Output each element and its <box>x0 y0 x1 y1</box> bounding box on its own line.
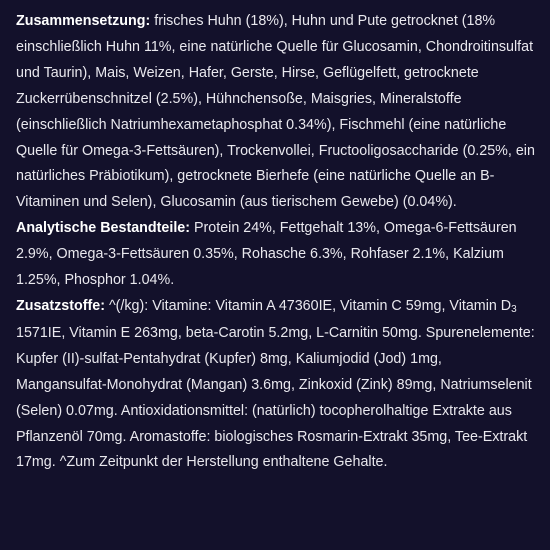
analytical-text: Protein 24%, Fettgehalt 13%, Omega-6-Fettsäuren 2.9%, Omega-3-Fettsäuren 0.35%, Rohasche 6.3%, Rohfaser 2.1%, Kalzium 1.25%, Phosphor 1.04%. <box>16 220 517 289</box>
analytical-label: Analytische Bestandteile: <box>16 220 190 237</box>
analytical-paragraph <box>16 216 536 294</box>
composition-label: Zusammensetzung: <box>16 13 151 29</box>
vitamin-d-subscript: 3 <box>511 303 517 315</box>
additives-text-part1: ^(/kg): Vitamine: Vitamin A 47360IE, Vitamin C 59mg, Vitamin D <box>104 297 512 314</box>
additives-paragraph <box>16 294 536 476</box>
additives-text-part2: 1571IE, Vitamin E 263mg, beta-Carotin 5.2mg, L-Carnitin 50mg. Spurenelemente: Kupfer (II)-sulfat-Pentahydrat (Kupfer) 8mg, Kaliumjodid (Jod) 1mg, Mangansulfat-Monohydrat (Mangan) 3.6mg, Zinkoxid (Zink) 89mg, Natriumselenit (Selen) 0.07mg. Antioxidationsmittel: (natürlich) tocopherolhaltige Extrakte aus Pflanzenöl 70mg. Aromastoffe: biologisches Rosmarin-Extrakt 35mg, Tee-Extrakt 17mg. ^Zum Zeitpunkt der Herstellung enthaltene Gehalte. <box>16 324 535 471</box>
composition-paragraph <box>16 9 536 216</box>
composition-text: frisches Huhn (18%), Huhn und Pute getrocknet (18% einschließlich Huhn 11%, eine natürliche Quelle für Glucosamin, Chondroitinsulfat und Taurin), Mais, Weizen, Hafer, Gerste, Hirse, Geflügelfett, getrocknete Zuckerrübenschnitzel (2.5%), Hühnchensoße, Maisgries, Mineralstoffe (einschließlich Natriumhexametaphosphat 0.34%), Fischmehl (eine natürliche Quelle für Omega-3-Fettsäuren), Trockenvollei, Fructooligosaccharide (0.25%, ein natürliches Präbiotikum), getrocknete Bierhefe (eine natürliche Quelle an B-Vitaminen und Selen), Glucosamin (aus tierischem Gewebe) (0.04%). <box>16 13 535 211</box>
additives-label: Zusatzstoffe: <box>16 297 105 314</box>
